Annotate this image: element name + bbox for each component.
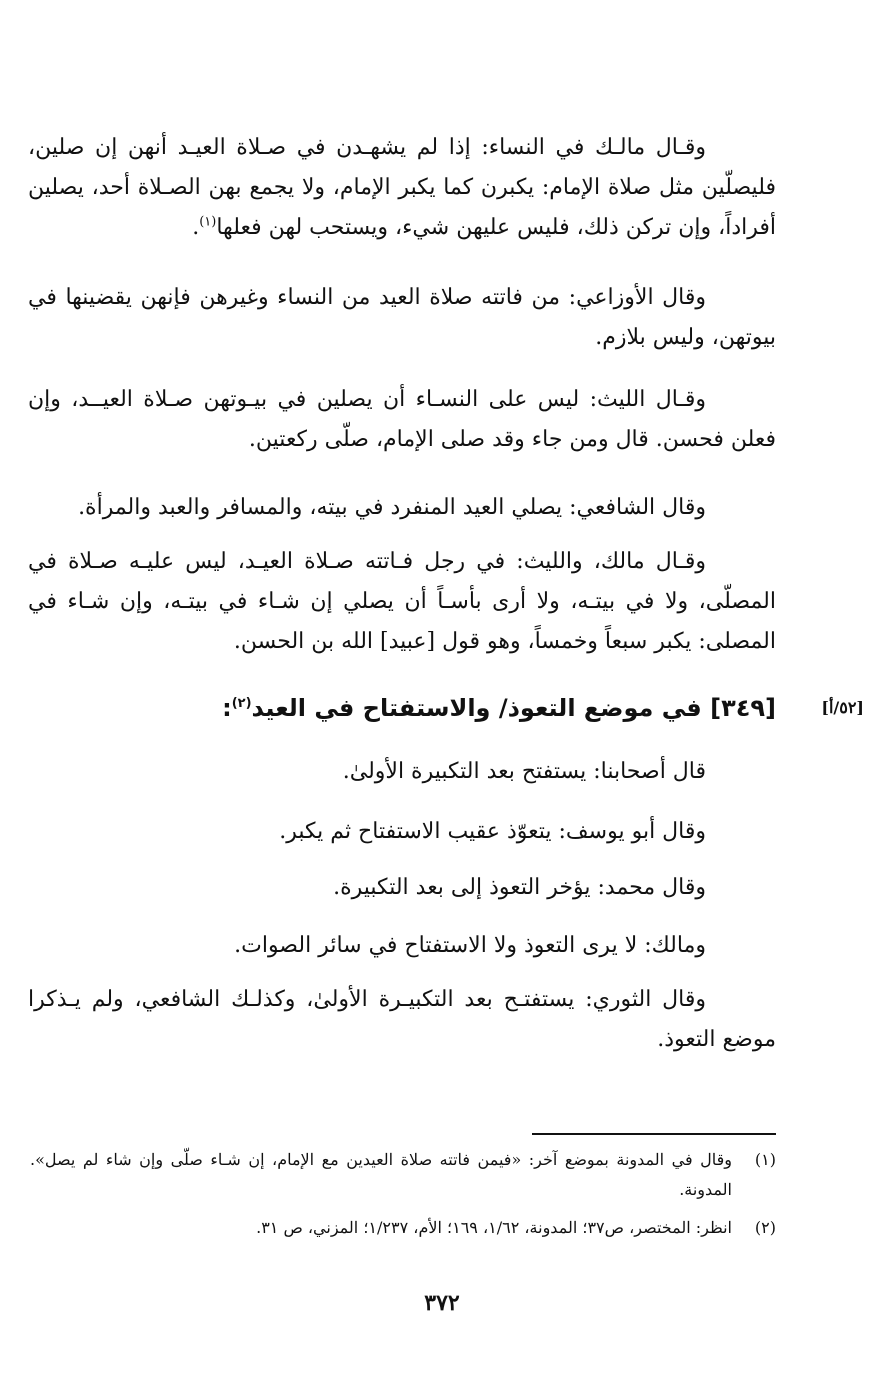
footnote-text: انظر: المختصر، ص٣٧؛ المدونة، ١/٦٢، ١٦٩؛ الأم، ١/٢٣٧؛ المزني، ص ٣١. bbox=[256, 1218, 732, 1237]
footnote-number: (١) bbox=[754, 1150, 776, 1169]
paragraph-ashabuna: قال أصحابنا: يستفتح بعد التكبيرة الأولىٰ. bbox=[342, 759, 706, 784]
paragraph-malik-tauz: ومالك: لا يرى التعوذ ولا الاستفتاح في سائر الصوات. bbox=[234, 933, 706, 958]
paragraph-layth: وقـال الليث: ليس على النسـاء أن يصلين في بيـوتهن صـلاة العيــد، وإن فعلن فحسن. قال ومن جاء وقد صلى الإمام، صلّى ركعتين. bbox=[28, 387, 776, 452]
footnote-ref-2[interactable]: (٢) bbox=[231, 696, 252, 711]
footnote-1 bbox=[30, 1145, 776, 1205]
paragraph-malik-layth: وقـال مالك، والليث: في رجل فـاتته صـلاة العيـد، ليس عليـه صـلاة في المصلّى، ولا في بيتـه، ولا أرى بأسـاً أن يصلي إن شـاء في بيتـه، وإن شـاء في المصلى: يكبر سبعاً وخمساً، وهو قول [عبيد] الله بن الحسن. bbox=[28, 549, 776, 654]
footnote-divider bbox=[532, 1133, 776, 1135]
footnote-ref-1[interactable]: (١) bbox=[199, 214, 217, 230]
paragraph-shafii: وقال الشافعي: يصلي العيد المنفرد في بيته، والمسافر والعبد والمرأة. bbox=[78, 495, 706, 520]
paragraph-malik-women: وقـال مالـك في النساء: إذا لم يشهـدن في صـلاة العيـد أنهن إن صلين، فليصلّين مثل صلاة الإمام: يكبرن كما يكبر الإمام، ولا يجمع بهن الصـلاة أحد، يصلين أفراداً، وإن تركن ذلك، فليس عليهن شيء، ويستحب لهن فعلها$^{(١)}$. bbox=[28, 135, 776, 240]
paragraph-awzai: وقال الأوزاعي: من فاتته صلاة العيد من النساء وغيرهن فإنهن يقضينها في بيوتهن، وليس بلازم. bbox=[28, 285, 776, 350]
paragraph-abu-yusuf: وقال أبو يوسف: يتعوّذ عقيب الاستفتاح ثم يكبر. bbox=[279, 819, 706, 844]
footnote-number: (٢) bbox=[754, 1218, 776, 1237]
paragraph-thawri: وقال الثوري: يستفتـح بعد التكبيـرة الأولىٰ، وكذلـك الشافعي، ولم يـذكرا موضع التعوذ. bbox=[28, 987, 776, 1052]
footnote-2 bbox=[30, 1213, 776, 1243]
manuscript-folio-ref: [٥٢/أ] bbox=[821, 698, 864, 717]
section-heading: [٣٤٩] في موضع التعوذ/ والاستفتاح في العيد$^{(٢)}$: bbox=[222, 694, 776, 722]
footnote-text: وقال في المدونة بموضع آخر: «فيمن فاتته صلاة العيدين مع الإمام، إن شـاء صلّى وإن شاء لم يصل». المدونة. bbox=[30, 1150, 732, 1199]
page-number: ٣٧٢ bbox=[424, 1290, 460, 1316]
paragraph-muhammad: وقال محمد: يؤخر التعوذ إلى بعد التكبيرة. bbox=[333, 875, 706, 900]
